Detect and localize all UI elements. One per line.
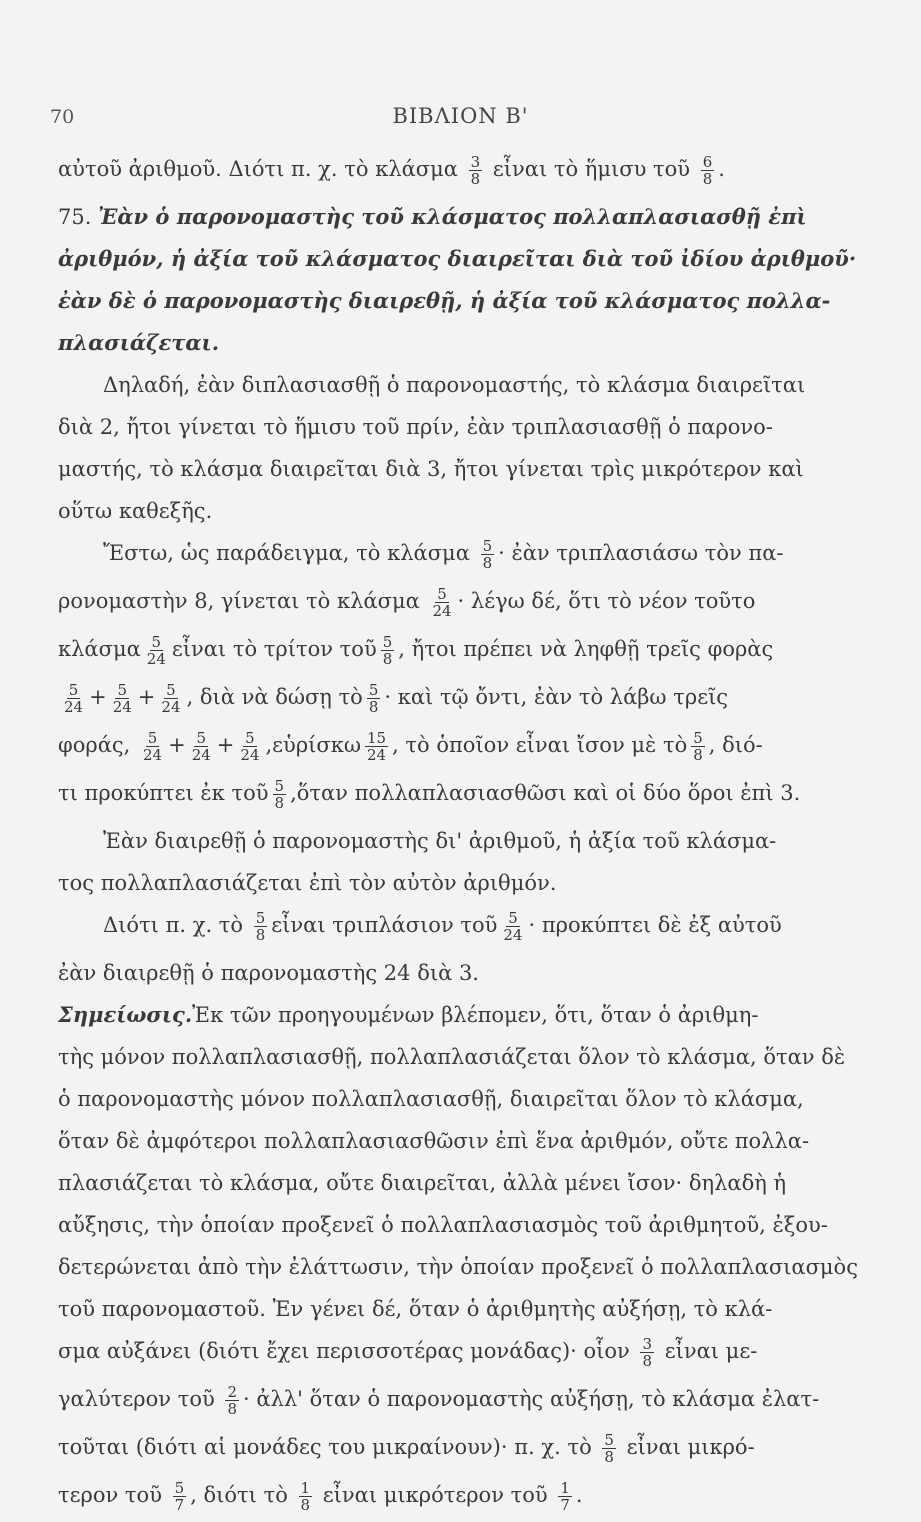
text-line — [58, 448, 878, 490]
fraction — [159, 682, 182, 715]
fraction-denominator: 8 — [255, 926, 266, 944]
fraction-numerator: 5 — [368, 681, 379, 699]
fraction-denominator: 24 — [64, 698, 84, 716]
text-run: εἶναι μικρό- — [619, 1435, 755, 1459]
fraction-denominator: 7 — [560, 1496, 570, 1514]
text-run: 75. — [58, 205, 99, 229]
text-run: ,εὑρίσκω — [265, 733, 361, 757]
text-line — [58, 904, 878, 952]
text-line — [58, 196, 878, 238]
fraction-denominator: 8 — [300, 1496, 311, 1514]
text-line — [58, 1204, 878, 1246]
text-run: σμα αὐξάνει (διότι ἔχει περισσοτέρας μονάδας)· οἷον — [58, 1339, 637, 1363]
fraction — [558, 1480, 572, 1513]
text-line — [58, 1288, 878, 1330]
fraction — [141, 730, 164, 763]
fraction-numerator: 5 — [382, 633, 393, 651]
fraction-denominator: 24 — [432, 602, 452, 620]
text-line — [58, 1036, 878, 1078]
italic-text-run: Σημείωσις. — [58, 1002, 193, 1027]
text-run: ὅταν δὲ ἀμφότεροι πολλαπλασιασθῶσιν ἐπὶ ἕνα ἀριθμόν, οὔτε πολλα- — [58, 1129, 810, 1153]
fraction-numerator: 5 — [693, 729, 703, 747]
fraction — [225, 1384, 239, 1417]
text-run: + — [89, 685, 107, 709]
page-number: 70 — [50, 106, 75, 128]
fraction-denominator: 24 — [240, 746, 260, 764]
fraction — [190, 730, 213, 763]
text-line — [58, 1474, 878, 1522]
fraction-denominator: 24 — [191, 746, 211, 764]
text-run: πλασιάζεται τὸ κλάσμα, οὔτε διαιρεῖται, ἀλλὰ μένει ἴσον· δηλαδὴ ἡ — [58, 1171, 787, 1195]
fraction-numerator: 5 — [604, 1431, 614, 1449]
text-line — [58, 772, 878, 820]
text-run: ἐὰν διαιρεθῇ ὁ παρονομαστὴς 24 διὰ 3. — [58, 961, 479, 985]
text-run: , ἤτοι πρέπει νὰ ληφθῇ τρεῖς φορὰς — [398, 637, 774, 661]
fraction-denominator: 8 — [470, 170, 481, 188]
text-run: εἶναι μικρότερον τοῦ — [316, 1483, 555, 1507]
text-line — [58, 532, 878, 580]
text-run: εἶναι τὸ ἥμισυ τοῦ — [486, 157, 697, 181]
text-run: + — [216, 733, 235, 757]
fraction — [367, 682, 381, 715]
fraction-numerator: 5 — [255, 909, 266, 927]
text-run: κλάσμα — [58, 637, 141, 661]
text-line — [58, 628, 878, 676]
fraction-numerator: 5 — [482, 537, 493, 555]
fraction-numerator: 5 — [174, 1479, 185, 1497]
text-run: αὔξησις, τὴν ὁποίαν προξενεῖ ὁ πολλαπλασιασμὸς τοῦ ἀριθμητοῦ, ἐξου- — [58, 1213, 828, 1237]
text-line — [58, 862, 878, 904]
text-line — [58, 1078, 878, 1120]
fraction — [602, 1432, 616, 1465]
fraction-denominator: 8 — [642, 1352, 653, 1370]
fraction — [701, 154, 715, 187]
text-run: διὰ 2, ἤτοι γίνεται τὸ ἥμισυ τοῦ πρίν, ἐὰν τριπλασιασθῇ ὁ παρονο- — [58, 415, 773, 439]
fraction-numerator: 15 — [366, 729, 387, 747]
text-run: τος πολλαπλασιάζεται ἐπὶ τὸν αὐτὸν ἀριθμόν. — [58, 871, 557, 895]
text-run: Διότι π. χ. τὸ — [103, 913, 250, 937]
fraction — [481, 538, 495, 571]
fraction-denominator: 8 — [368, 698, 379, 716]
fraction-denominator: 24 — [161, 698, 181, 716]
fraction-denominator: 24 — [143, 746, 163, 764]
fraction-denominator: 7 — [174, 1496, 185, 1514]
text-line — [58, 1426, 878, 1474]
text-line — [58, 820, 878, 862]
text-run: Ἐκ τῶν προηγουμένων βλέπομεν, ὅτι, ὅταν ὁ ἀριθμη- — [192, 1003, 759, 1027]
text-line — [58, 406, 878, 448]
text-run: · ἐὰν τριπλασιάσω τὸν πα- — [498, 541, 784, 565]
text-run: γαλύτερον τοῦ — [58, 1387, 222, 1411]
fraction — [365, 730, 388, 763]
text-run: · προκύπτει δὲ ἐξ αὐτοῦ — [528, 913, 782, 937]
fraction-denominator: 8 — [702, 170, 713, 188]
text-run: · λέγω δέ, ὅτι τὸ νέον τοῦτο — [457, 589, 756, 613]
fraction — [273, 778, 287, 811]
fraction-denominator: 24 — [146, 650, 166, 668]
text-run: · ἀλλ' ὅταν ὁ παρονομαστὴς αὐξήσῃ, τὸ κλάσμα ἐλατ- — [242, 1387, 820, 1411]
running-head: ΒΙΒΛΙΟΝ Β' — [392, 104, 529, 128]
fraction-numerator: 1 — [300, 1479, 311, 1497]
fraction-denominator: 24 — [503, 926, 523, 944]
fraction-numerator: 5 — [196, 729, 207, 747]
text-run: , διὰ νὰ δώσῃ τὸ — [186, 685, 363, 709]
fraction-numerator: 5 — [274, 777, 285, 795]
fraction-denominator: 8 — [604, 1448, 614, 1466]
text-line — [58, 1162, 878, 1204]
text-run: Ἔστω, ὡς παράδειγμα, τὸ κλάσμα — [103, 541, 477, 565]
fraction-numerator: 5 — [508, 909, 518, 927]
text-line — [58, 1378, 878, 1426]
text-run: εἶναι τριπλάσιον τοῦ — [271, 913, 498, 937]
text-line — [58, 148, 878, 196]
fraction — [299, 1480, 313, 1513]
fraction — [254, 910, 268, 943]
text-line — [58, 724, 878, 772]
text-run: μαστής, τὸ κλάσμα διαιρεῖται διὰ 3, ἤτοι γίνεται τρὶς μικρότερον καὶ — [58, 457, 804, 481]
fraction-denominator: 8 — [482, 554, 493, 572]
text-line — [58, 238, 878, 280]
fraction-numerator: 5 — [437, 585, 447, 603]
text-line — [58, 676, 878, 724]
text-run: . — [718, 157, 725, 181]
fraction-numerator: 5 — [68, 681, 79, 699]
text-run: τὴς μόνον πολλαπλασιασθῇ, πολλαπλασιάζεται ὅλον τὸ κλάσμα, ὅταν δὲ — [58, 1045, 846, 1069]
text-run: Ἐὰν διαιρεθῇ ὁ παρονομαστὴς δι' ἀριθμοῦ, ἡ ἀξία τοῦ κλάσμα- — [103, 829, 777, 853]
text-run: τερον τοῦ — [58, 1483, 169, 1507]
fraction — [381, 634, 395, 667]
text-run: ρονομαστὴν 8, γίνεται τὸ κλάσμα — [58, 589, 427, 613]
fraction-numerator: 6 — [702, 153, 713, 171]
text-run: εἶναι με- — [658, 1339, 758, 1363]
italic-text-run: Ἐὰν ὁ παρονομαστὴς τοῦ κλάσματος πολλαπλασιασθῇ ἐπὶ — [98, 204, 807, 229]
fraction-denominator: 8 — [227, 1400, 237, 1418]
fraction — [430, 586, 453, 619]
fraction — [62, 682, 85, 715]
fraction-numerator: 5 — [147, 729, 158, 747]
fraction-denominator: 24 — [112, 698, 132, 716]
fraction-numerator: 1 — [560, 1479, 570, 1497]
italic-text-run: πλασιάζεται. — [58, 330, 220, 355]
fraction — [111, 682, 134, 715]
fraction-numerator: 5 — [151, 633, 162, 651]
text-line — [58, 1120, 878, 1162]
fraction-denominator: 24 — [366, 746, 387, 764]
fraction-denominator: 8 — [382, 650, 393, 668]
text-line — [58, 322, 878, 364]
italic-text-run: ἐὰν δὲ ὁ παρονομαστὴς διαιρεθῇ, ἡ ἀξία τοῦ κλάσματος πολλα- — [58, 288, 831, 313]
text-run: τοῦ παρονομαστοῦ. Ἐν γένει δέ, ὅταν ὁ ἀριθμητὴς αὐξήσῃ, τὸ κλά- — [58, 1297, 773, 1321]
text-line — [58, 490, 878, 532]
fraction — [691, 730, 705, 763]
text-run: . — [575, 1483, 583, 1507]
fraction-numerator: 2 — [227, 1383, 237, 1401]
text-run: , τὸ ὁποῖον εἶναι ἴσον μὲ τὸ — [392, 733, 688, 757]
text-run: · καὶ τῷ ὄντι, ἐὰν τὸ λάβω τρεῖς — [384, 685, 729, 709]
text-line — [58, 952, 878, 994]
text-line — [58, 364, 878, 406]
fraction — [238, 730, 261, 763]
fraction — [145, 634, 168, 667]
text-run: δετερώνεται ἀπὸ τὴν ἐλάττωσιν, τὴν ὁποίαν προξενεῖ ὁ πολλαπλασιασμὸς — [58, 1255, 858, 1279]
text-run: , διότι τὸ — [190, 1483, 295, 1507]
text-run: τι προκύπτει ἐκ τοῦ — [58, 781, 269, 805]
fraction-numerator: 5 — [166, 681, 176, 699]
page-header — [0, 100, 921, 140]
fraction-numerator: 3 — [470, 153, 481, 171]
fraction-denominator: 8 — [274, 794, 285, 812]
fraction — [173, 1480, 187, 1513]
text-run: ὁ παρονομαστὴς μόνον πολλαπλασιασθῇ, διαιρεῖται ὅλον τὸ κλάσμα, — [58, 1087, 804, 1111]
text-line — [58, 1246, 878, 1288]
fraction — [469, 154, 483, 187]
fraction-numerator: 5 — [117, 681, 128, 699]
text-line — [58, 280, 878, 322]
text-line — [58, 1330, 878, 1378]
text-run: εἶναι τὸ τρίτον τοῦ — [171, 637, 377, 661]
fraction-numerator: 5 — [245, 729, 255, 747]
text-run: φοράς, — [58, 733, 137, 757]
fraction — [501, 910, 524, 943]
text-run: , διό- — [708, 733, 763, 757]
text-line — [58, 994, 878, 1036]
text-run: ,ὅταν πολλαπλασιασθῶσι καὶ οἱ δύο ὅροι ἐπὶ 3. — [290, 781, 801, 805]
text-run: + — [137, 685, 156, 709]
italic-text-run: ἀριθμόν, ἡ ἀξία τοῦ κλάσματος διαιρεῖται διὰ τοῦ ἰδίου ἀριθμοῦ· — [58, 246, 857, 271]
text-run: αὐτοῦ ἀριθμοῦ. Διότι π. χ. τὸ κλάσμα — [58, 157, 465, 181]
text-run: Δηλαδή, ἐὰν διπλασιασθῇ ὁ παρονομαστής, τὸ κλάσμα διαιρεῖται — [103, 373, 806, 397]
fraction — [640, 1336, 654, 1369]
fraction-numerator: 3 — [642, 1335, 653, 1353]
page-body — [58, 148, 878, 1522]
text-line — [58, 580, 878, 628]
text-run: οὕτω καθεξῆς. — [58, 499, 213, 523]
fraction-denominator: 8 — [693, 746, 703, 764]
text-run: + — [168, 733, 186, 757]
text-run: τοῦται (διότι αἱ μονάδες του μικραίνουν)· π. χ. τὸ — [58, 1435, 599, 1459]
